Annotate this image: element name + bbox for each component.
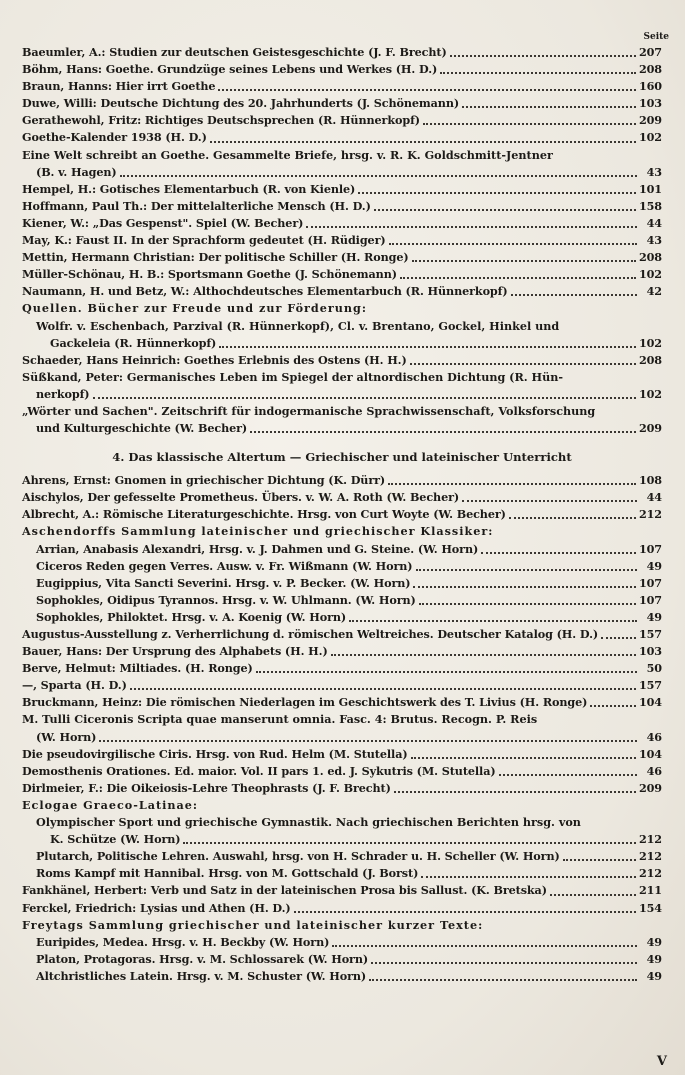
entry-text: nerkopf): [36, 386, 90, 401]
page-number: 104: [638, 746, 662, 761]
entry-text: Arrian, Anabasis Alexandri, Hrsg. v. J. Dahmen und G. Steine. (W. Horn): [36, 541, 479, 556]
dot-leader: [218, 89, 635, 91]
index-entry: [22, 335, 662, 352]
dot-leader: [509, 517, 636, 519]
dot-leader: [462, 500, 637, 502]
page-number: 157: [638, 627, 662, 641]
index-entry: [22, 215, 662, 232]
index-entry: [22, 763, 662, 780]
dot-leader: [210, 141, 636, 143]
entry-text: Hempel, H.: Gotisches Elementarbuch (R. von Kienle): [22, 181, 356, 196]
entry-text: Fankhänel, Herbert: Verb und Satz in der lateinischen Prosa bis Sallust. (K. Bretska): [22, 883, 547, 898]
page-number: 49: [646, 951, 662, 966]
index-entry: [22, 694, 662, 711]
dot-leader: [306, 226, 637, 228]
page-number: 43: [646, 164, 662, 179]
entry-text: Dirlmeier, F.: Die Oikeiosis-Lehre Theophrasts (J. F. Brecht): [22, 780, 391, 795]
dot-leader: [358, 192, 636, 194]
entry-text: Goethe-Kalender 1938 (H. D.): [22, 130, 207, 145]
page-number: 160: [638, 79, 662, 94]
entry-text: Kiener, W.: „Das Gespenst". Spiel (W. Becher): [22, 215, 304, 230]
page-number: 107: [638, 575, 662, 590]
page-number: 208: [638, 250, 662, 265]
dot-leader: [219, 346, 636, 348]
page-number: 157: [638, 678, 662, 693]
index-entry: [22, 232, 662, 249]
page-number: 46: [646, 763, 662, 778]
entry-text: Sophokles, Oidipus Tyrannos. Hrsg. v. W. Uhlmann. (W. Horn): [36, 592, 416, 607]
dot-leader: [256, 671, 637, 673]
index-entry-first-line: Eine Welt schreibt an Goethe. Gesammelte Briefe, hrsg. v. R. K. Goldschmitt-Jentner: [22, 147, 553, 162]
index-entry: [22, 660, 662, 677]
dot-leader: [411, 757, 636, 759]
index-entry: [22, 780, 662, 797]
entry-text: Schaeder, Hans Heinrich: Goethes Erlebnis des Ostens (H. H.): [22, 352, 407, 367]
entry-text: Platon, Protagoras. Hrsg. v. M. Schlossarek (W. Horn): [36, 951, 369, 966]
entry-text: Ferckel, Friedrich: Lysias und Athen (H. D.): [22, 900, 291, 915]
page-number: 49: [646, 968, 662, 983]
group-title: Aschendorffs Sammlung lateinischer und griechischer Klassiker:: [22, 524, 494, 539]
entry-text: Die pseudovirgilische Ciris. Hrsg. von Rud. Helm (M. Stutella): [22, 746, 408, 761]
page-number: 43: [646, 233, 662, 248]
page-number: 207: [638, 45, 662, 59]
page-number: 208: [638, 352, 662, 367]
index-entry: [22, 61, 662, 78]
dot-leader: [590, 705, 636, 707]
page-number: 50: [646, 661, 662, 676]
entry-text: Altchristliches Latein. Hrsg. v. M. Schuster (W. Horn): [36, 968, 367, 983]
index-entry: [22, 181, 662, 198]
index-entry: [22, 951, 662, 968]
entry-text: Braun, Hanns: Hier irrt Goethe: [22, 79, 216, 94]
dot-leader: [250, 431, 636, 433]
entry-text: (B. v. Hagen): [36, 164, 117, 179]
entry-text: —, Sparta (H. D.): [22, 678, 127, 693]
dot-leader: [294, 911, 636, 913]
dot-leader: [389, 243, 637, 245]
page-signature: V: [656, 1054, 667, 1069]
page-number: 108: [638, 473, 662, 488]
page-number: 49: [646, 609, 662, 624]
entry-text: Demosthenis Orationes. Ed. maior. Vol. II pars 1. ed. J. Sykutris (M. Stutella): [22, 763, 496, 778]
page-number: 209: [638, 421, 662, 436]
dot-leader: [550, 894, 636, 896]
dot-leader: [412, 260, 636, 262]
page-number: 103: [638, 644, 662, 659]
dot-leader: [423, 123, 636, 125]
dot-leader: [394, 791, 636, 793]
index-entry: [22, 968, 662, 985]
index-entry: [22, 746, 662, 763]
index-entry: [22, 266, 662, 283]
entry-text: (W. Horn): [36, 729, 97, 744]
dot-leader: [601, 637, 636, 639]
page-number: 102: [638, 130, 662, 145]
index-entry: [22, 575, 662, 592]
dot-leader: [99, 740, 637, 742]
index-entry: [22, 198, 662, 215]
index-entry: [22, 78, 662, 95]
index-entry: [22, 848, 662, 865]
entry-text: Augustus-Ausstellung z. Verherrlichung d. römischen Weltreiches. Deutscher Katalog (H. D.): [22, 627, 599, 641]
entry-text: Duwe, Willi: Deutsche Dichtung des 20. Jahrhunderts (J. Schönemann): [22, 96, 460, 111]
index-entry: [22, 283, 662, 300]
index-entry: [22, 643, 662, 660]
index-entry: [22, 352, 662, 369]
page-number: 44: [646, 490, 662, 505]
page-number: 102: [638, 386, 662, 401]
page-number: 212: [638, 866, 662, 881]
dot-leader: [563, 859, 636, 861]
index-entry-first-line: „Wörter und Sachen". Zeitschrift für indogermanische Sprachwissenschaft, Volksforschung: [22, 403, 596, 418]
dot-leader: [440, 72, 636, 74]
index-entry: [22, 934, 662, 951]
group-title: Freytags Sammlung griechischer und lateinischer kurzer Texte:: [22, 917, 484, 932]
dot-leader: [93, 397, 636, 399]
index-entry: [22, 882, 662, 899]
dot-leader: [413, 586, 635, 588]
dot-leader: [369, 979, 637, 981]
index-entry: [22, 489, 662, 506]
dot-leader: [374, 209, 636, 211]
dot-leader: [481, 552, 636, 554]
page-number: 49: [646, 558, 662, 573]
entry-text: Gerathewohl, Fritz: Richtiges Deutschsprechen (R. Hünnerkopf): [22, 113, 420, 128]
index-entry: [22, 112, 662, 129]
index-entry: [22, 831, 662, 848]
entry-text: Ahrens, Ernst: Gnomen in griechischer Dichtung (K. Dürr): [22, 473, 386, 488]
page-number: 212: [638, 832, 662, 847]
entry-text: Naumann, H. und Betz, W.: Althochdeutsches Elementarbuch (R. Hünnerkopf): [22, 284, 508, 299]
entry-text: Mettin, Hermann Christian: Der politische Schiller (H. Ronge): [22, 250, 409, 265]
page-number: 42: [646, 284, 662, 299]
index-entry: [22, 558, 662, 575]
index-entry: [22, 900, 662, 917]
entry-text: Hoffmann, Paul Th.: Der mittelalterliche Mensch (H. D.): [22, 198, 371, 213]
index-entry: [22, 729, 662, 746]
page-number: 102: [638, 267, 662, 282]
dot-leader: [349, 620, 637, 622]
index-entry: [22, 541, 662, 558]
index-entry: [22, 95, 662, 112]
page-number: 101: [638, 181, 662, 196]
index-entry: [22, 865, 662, 882]
index-entry: [22, 609, 662, 626]
index-entry-first-line: M. Tulli Ciceronis Scripta quae manserunt omnia. Fasc. 4: Brutus. Recogn. P. Reis: [22, 712, 538, 727]
page-number: 44: [646, 215, 662, 230]
dot-leader: [120, 175, 637, 177]
dot-leader: [410, 363, 636, 365]
index-entry: [22, 506, 662, 523]
dot-leader: [511, 294, 637, 296]
dot-leader: [130, 688, 636, 690]
entry-text: Plutarch, Politische Lehren. Auswahl, hrsg. von H. Schrader u. H. Scheller (W. Horn): [36, 849, 560, 864]
index-entry: [22, 164, 662, 181]
entry-text: Böhm, Hans: Goethe. Grundzüge seines Lebens und Werkes (H. D.): [22, 62, 438, 77]
entry-text: Roms Kampf mit Hannibal. Hrsg. von M. Gottschald (J. Borst): [36, 866, 419, 881]
index-entry: [22, 129, 662, 146]
index-entry: [22, 249, 662, 266]
entry-text: Albrecht, A.: Römische Literaturgeschichte. Hrsg. von Curt Woyte (W. Becher): [22, 507, 506, 522]
index-entry-first-line: Olympischer Sport und griechische Gymnastik. Nach griechischen Berichten hrsg. von: [36, 815, 581, 830]
index-entry: [22, 472, 662, 489]
dot-leader: [371, 962, 637, 964]
dot-leader: [332, 945, 637, 947]
dot-leader: [400, 277, 636, 279]
entry-text: Sophokles, Philoktet. Hrsg. v. A. Koenig (W. Horn): [36, 609, 347, 624]
index-entry-first-line: Süßkand, Peter: Germanisches Leben im Spiegel der altnordischen Dichtung (R. Hün-: [22, 369, 564, 384]
dot-leader: [419, 603, 636, 605]
page-number: 209: [638, 113, 662, 128]
index-entry: [22, 592, 662, 609]
entry-text: Bauer, Hans: Der Ursprung des Alphabets (H. H.): [22, 644, 328, 659]
entry-text: Euripides, Medea. Hrsg. v. H. Beckby (W. Horn): [36, 934, 330, 949]
page-number: 46: [646, 729, 662, 744]
entry-text: Baeumler, A.: Studien zur deutschen Geistesgeschichte (J. F. Brecht): [22, 45, 447, 59]
dot-leader: [462, 106, 636, 108]
dot-leader: [416, 569, 638, 571]
dot-leader: [183, 842, 635, 844]
index-entry: [22, 386, 662, 403]
page-number: 158: [638, 198, 662, 213]
page-number: 102: [638, 335, 662, 350]
column-header-seite: Seite: [643, 32, 669, 42]
page-number: 107: [638, 541, 662, 556]
group-title: Quellen. Bücher zur Freude und zur Förderung:: [22, 301, 367, 316]
page-number: 211: [638, 883, 662, 898]
index-list: [22, 44, 662, 985]
entry-text: Bruckmann, Heinz: Die römischen Niederlagen im Geschichtswerk des T. Livius (H. Ronge): [22, 695, 588, 710]
page-number: 104: [638, 695, 662, 710]
page-number: 154: [638, 900, 662, 915]
index-entry: [22, 44, 662, 61]
page-number: 209: [638, 780, 662, 795]
index-entry: [22, 420, 662, 437]
dot-leader: [499, 774, 637, 776]
page-number: 103: [638, 96, 662, 111]
entry-text: Eugippius, Vita Sancti Severini. Hrsg. v. P. Becker. (W. Horn): [36, 575, 411, 590]
entry-text: Müller-Schönau, H. B.: Sportsmann Goethe (J. Schönemann): [22, 267, 397, 282]
page-number: 208: [638, 62, 662, 77]
entry-text: Gackeleia (R. Hünnerkopf): [50, 335, 217, 350]
index-entry-first-line: Wolfr. v. Eschenbach, Parzival (R. Hünnerkopf), Cl. v. Brentano, Gockel, Hinkel und: [36, 318, 560, 333]
entry-text: Aischylos, Der gefesselte Prometheus. Übers. v. W. A. Roth (W. Becher): [22, 490, 460, 505]
dot-leader: [421, 876, 636, 878]
dot-leader: [331, 654, 636, 656]
page-number: 212: [638, 507, 662, 522]
index-entry: [22, 626, 662, 643]
entry-text: Ciceros Reden gegen Verres. Ausw. v. Fr. Wißmann (W. Horn): [36, 558, 413, 573]
page-number: 212: [638, 849, 662, 864]
section-heading: 4. Das klassische Altertum — Griechischer und lateinischer Unterricht: [112, 450, 572, 465]
entry-text: und Kulturgeschichte (W. Becher): [36, 421, 248, 436]
dot-leader: [388, 483, 636, 485]
page-number: 107: [638, 592, 662, 607]
index-entry: [22, 677, 662, 694]
group-title: Eclogae Graeco-Latinae:: [22, 797, 199, 812]
page-number: 49: [646, 934, 662, 949]
entry-text: K. Schütze (W. Horn): [50, 832, 181, 847]
dot-leader: [450, 55, 636, 57]
entry-text: May, K.: Faust II. In der Sprachform gedeutet (H. Rüdiger): [22, 233, 386, 248]
entry-text: Berve, Helmut: Miltiades. (H. Ronge): [22, 661, 253, 676]
